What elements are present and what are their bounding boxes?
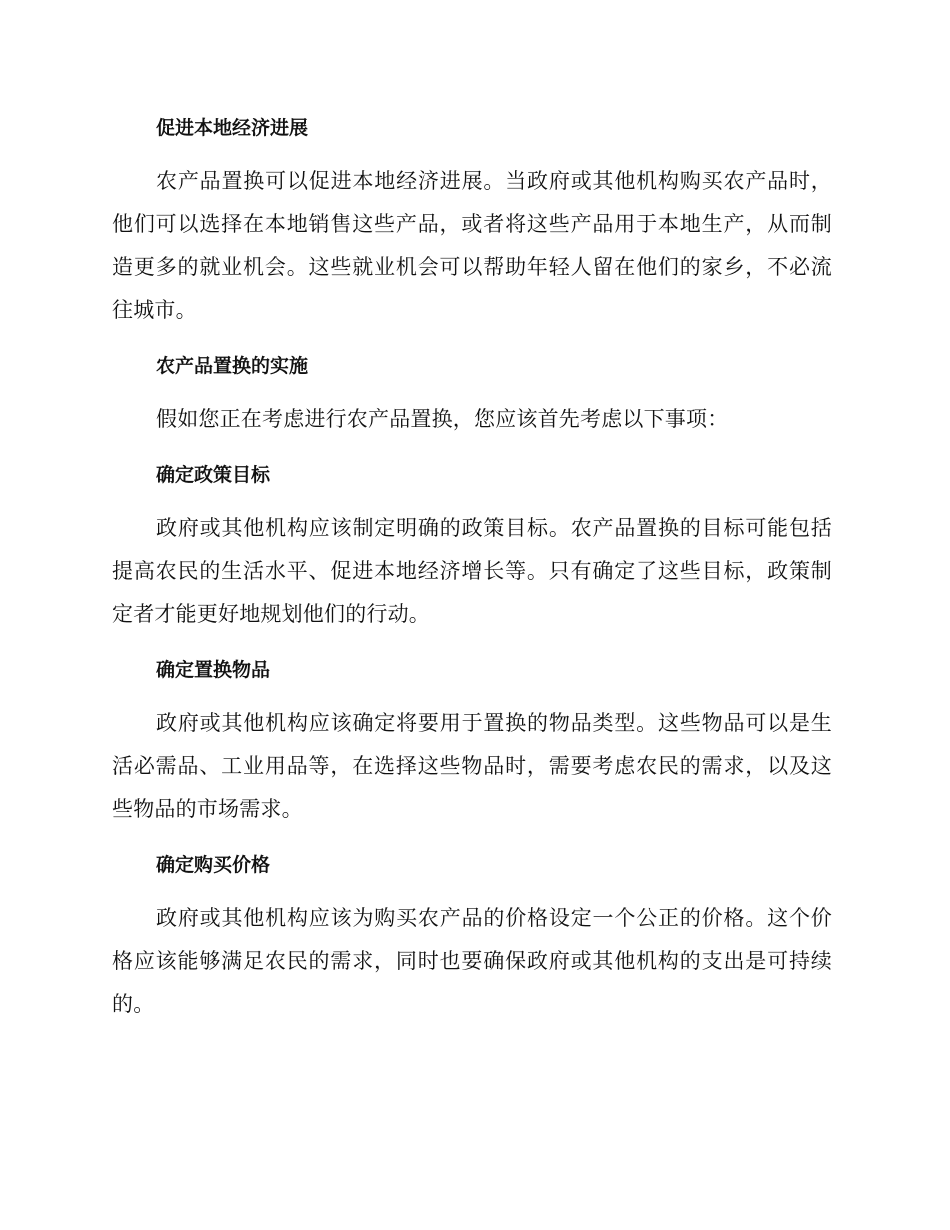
section-heading-purchase-price: 确定购买价格 [156,854,271,876]
section-heading-policy-goals: 确定政策目标 [156,464,271,486]
section-heading-implementation: 农产品置换的实施 [156,355,309,377]
section-paragraph-policy-goals: 政府或其他机构应该制定明确的政策目标。农产品置换的目标可能包括提高农民的生活水平、促进本地经济增长等。只有确定了这些目标，政策制定者才能更好地规划他们的行动。 [112,516,832,626]
section-paragraph-purchase-price: 政府或其他机构应该为购买农产品的价格设定一个公正的价格。这个价格应该能够满足农民的需求，同时也要确保政府或其他机构的支出是可持续的。 [112,906,832,1016]
section-paragraph-local-economy: 农产品置换可以促进本地经济进展。当政府或其他机构购买农产品时，他们可以选择在本地销售这些产品，或者将这些产品用于本地生产，从而制造更多的就业机会。这些就业机会可以帮助年轻人留在他们的家乡，不必流往城市。 [112,169,832,322]
section-heading-exchange-items: 确定置换物品 [156,659,271,681]
section-paragraph-implementation: 假如您正在考虑进行农产品置换，您应该首先考虑以下事项： [156,407,729,431]
document-body [112,108,832,1040]
section-paragraph-exchange-items: 政府或其他机构应该确定将要用于置换的物品类型。这些物品可以是生活必需品、工业用品等，在选择这些物品时，需要考虑农民的需求，以及这些物品的市场需求。 [112,711,832,821]
section-heading-local-economy: 促进本地经济进展 [156,117,309,139]
